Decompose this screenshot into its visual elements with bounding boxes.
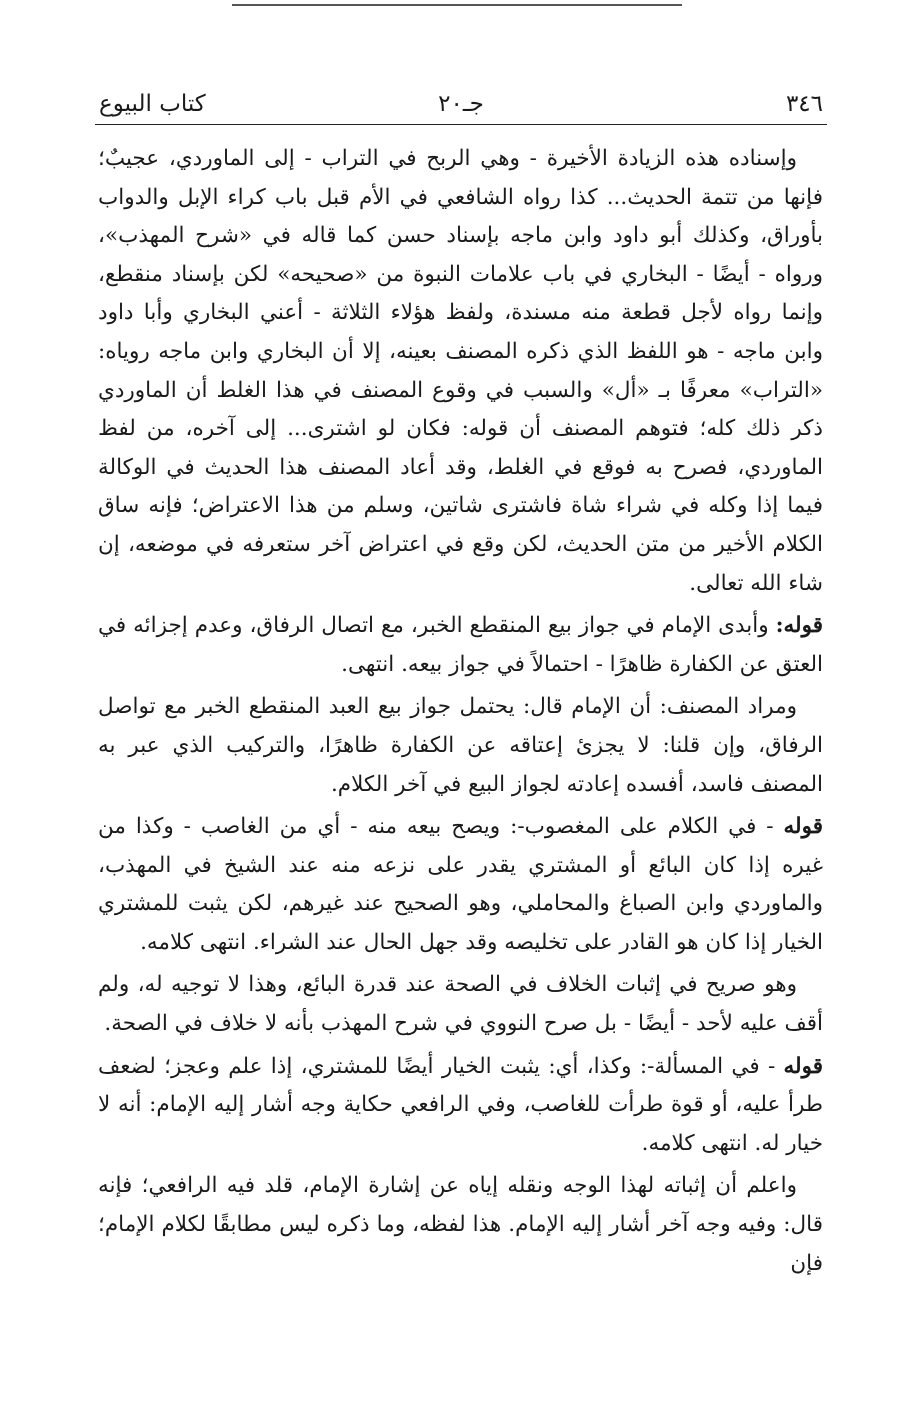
top-decorative-rule: [232, 4, 682, 6]
book-title: كتاب البيوع: [99, 91, 206, 117]
paragraph: [98, 688, 823, 804]
paragraph-text: وهو صريح في إثبات الخلاف في الصحة عند قدرة البائع، وهذا لا توجيه له، ولم أقف عليه لأحد - أيضًا - بل صرح النووي في شرح المهذب بأنه لا خلاف في الصحة.: [98, 972, 823, 1037]
page-body: [98, 140, 823, 1283]
paragraph-text: وإسناده هذه الزيادة الأخيرة - وهي الربح في التراب - إلى الماوردي، عجيبٌ؛ فإنها من تتمة الحديث... كذا رواه الشافعي في الأم قبل باب كراء الإبل والدواب بأوراق، وكذلك أبو داود وابن ماجه بإسناد حسن كما قاله في «شرح المهذب»، ورواه - أيضًا - البخاري في باب علامات النبوة من «صحيحه» لكن بإسناد منقطع، وإنما رواه لأجل قطعة منه مسندة، ولفظ هؤلاء الثلاثة - أعني البخاري وأبا داود وابن ماجه - هو اللفظ الذي ذكره المصنف بعينه، إلا أن البخاري وابن ماجه روياه: «التراب» معرفًا بـ «أل» والسبب في وقوع المصنف في هذا الغلط أن الماوردي ذكر ذلك كله؛ فتوهم المصنف أن قوله: فكان لو اشترى... إلى آخره، من لفظ الماوردي، فصرح به فوقع في الغلط، وقد أعاد المصنف هذا الحديث في الوكالة فيما إذا وكله في شراء شاة فاشترى شاتين، وسلم من هذا الاعتراض؛ فإنه ساق الكلام الأخير من متن الحديث، لكن وقع في اعتراض آخر ستعرفه في موضعه، إن شاء الله تعالى.: [98, 146, 823, 596]
paragraph-lead: قوله: [783, 1053, 823, 1079]
paragraph: [98, 808, 823, 962]
volume-label: جـ٢٠: [438, 91, 484, 117]
paragraph: [98, 140, 823, 603]
paragraph: [98, 607, 823, 684]
paragraph-text: - في الكلام على المغصوب-: ويصح بيعه منه - أي من الغاصب - وكذا من غيره إذا كان البائع أو المشتري يقدر على نزعه منه عند الشيخ في المهذب، والماوردي وابن الصباغ والمحاملي، وهو الصحيح عند غيرهم، لكن يثبت للمشتري الخيار إذا كان هو القادر على تخليصه وقد جهل الحال عند الشراء. انتهى كلامه.: [98, 814, 823, 955]
paragraph-text: - في المسألة-: وكذا، أي: يثبت الخيار أيضًا للمشتري، إذا علم وعجز؛ لضعف طرأ عليه، أو قوة طرأت للغاصب، وفي الرافعي حكاية وجه أشار إليه الإمام: أنه لا خيار له. انتهى كلامه.: [98, 1053, 823, 1156]
paragraph-text: وأبدى الإمام في جواز بيع المنقطع الخبر، مع اتصال الرفاق، وعدم إجزائه في العتق عن الكفارة ظاهرًا - احتمالاً في جواز بيعه. انتهى.: [98, 613, 823, 677]
paragraph: [98, 1167, 823, 1283]
paragraph-text: واعلم أن إثباته لهذا الوجه ونقله إياه عن إشارة الإمام، قلد فيه الرافعي؛ فإنه قال: وفيه وجه آخر أشار إليه الإمام. هذا لفظه، وما ذكره ليس مطابقًا لكلام الإمام؛ فإن: [98, 1173, 823, 1276]
paragraph: [98, 1048, 823, 1164]
paragraph: [98, 966, 823, 1043]
header-rule: [95, 124, 827, 125]
running-header: [95, 86, 827, 126]
paragraph-lead: قوله: [783, 814, 823, 840]
page-number: ٣٤٦: [785, 91, 823, 117]
paragraph-text: ومراد المصنف: أن الإمام قال: يحتمل جواز بيع العبد المنقطع الخبر مع تواصل الرفاق، وإن قلنا: لا يجزئ إعتاقه عن الكفارة ظاهرًا، والتركيب الذي عبر به المصنف فاسد، أفسده إعادته لجواز البيع في آخر الكلام.: [98, 694, 823, 797]
paragraph-lead: قوله:: [775, 613, 823, 639]
